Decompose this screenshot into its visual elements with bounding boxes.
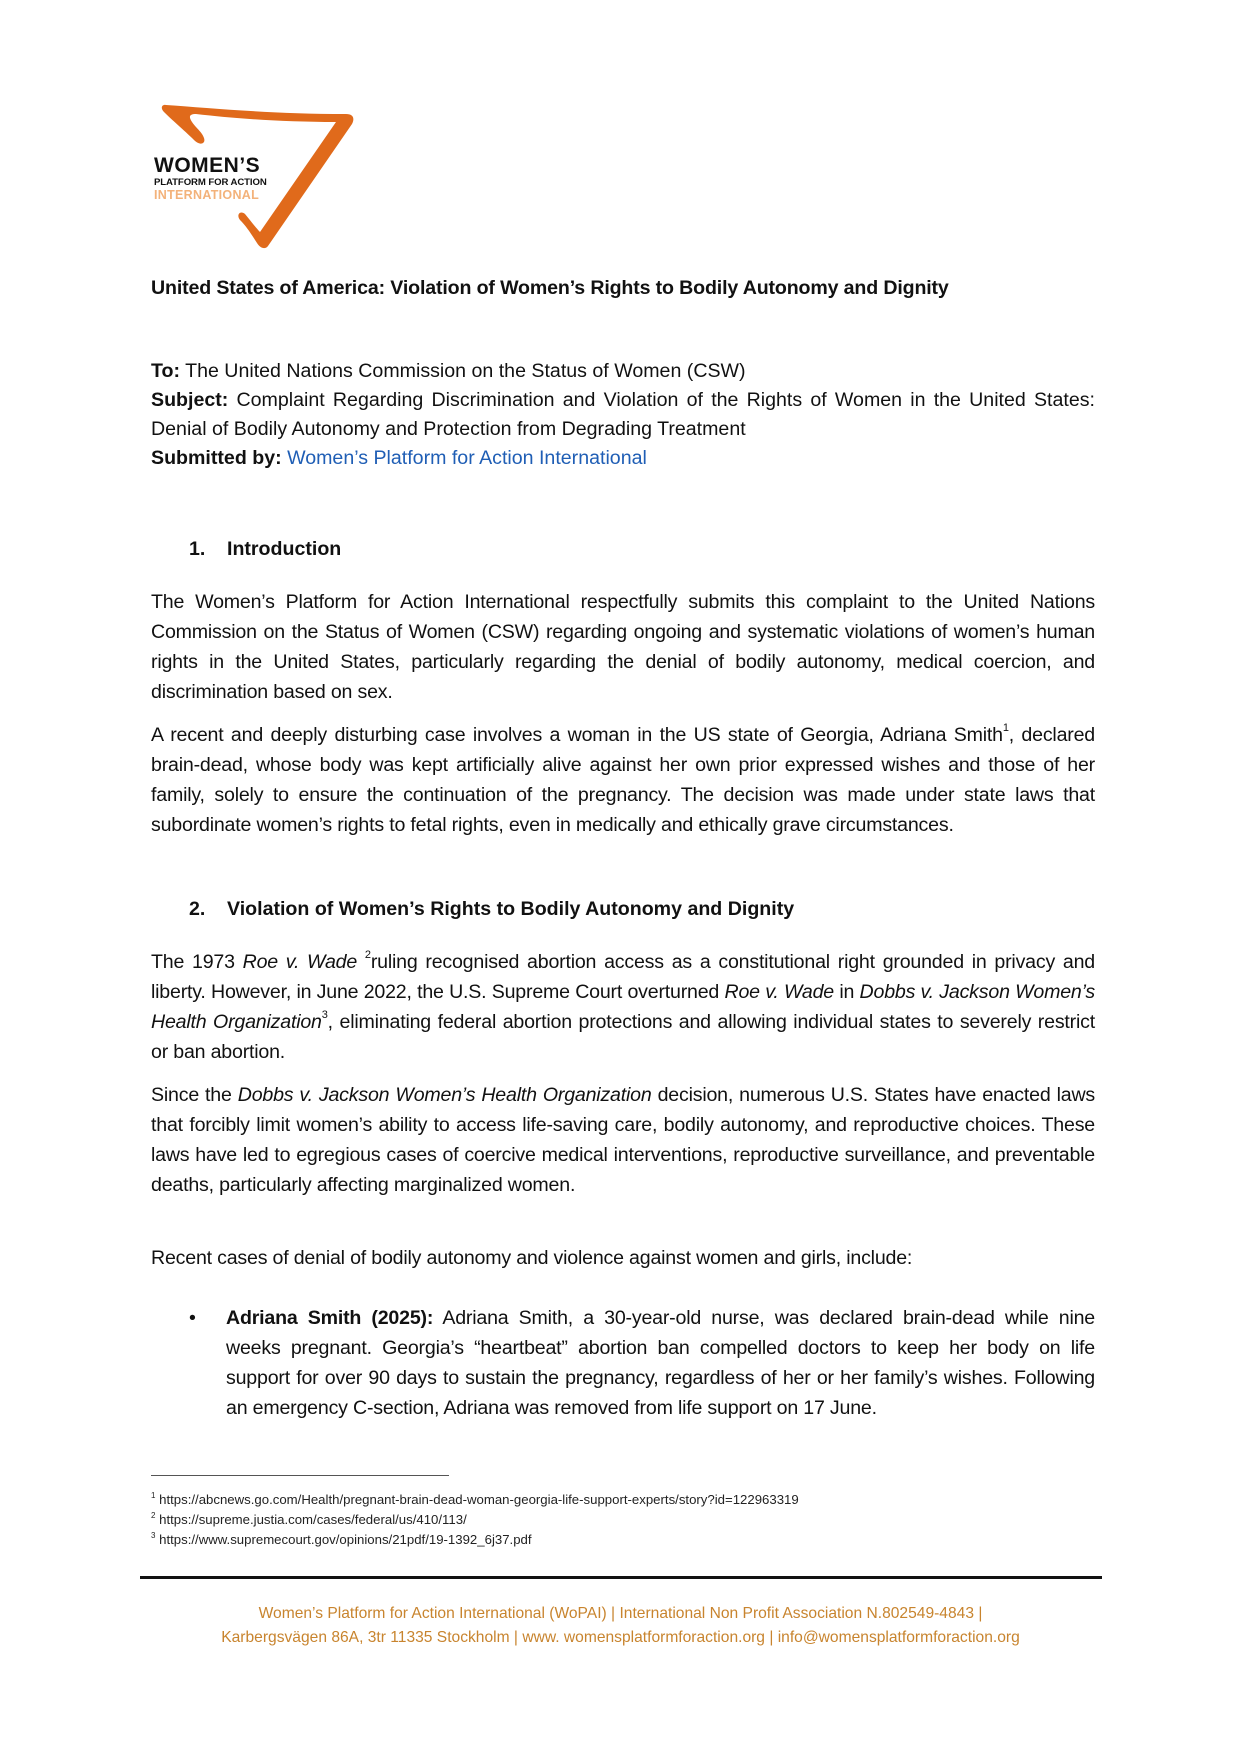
to-line [151,357,1095,386]
case-name-roe: Roe v. Wade [242,951,365,973]
section-title: Introduction [227,538,342,560]
section-number: 2. [189,898,206,920]
submitted-by-link[interactable]: Women’s Platform for Action International [287,447,647,469]
footer-line-2: Karbergsvägen 86A, 3tr 11335 Stockholm | www. womensplatformforaction.org | info@womensplatformforaction.org [221,1629,1020,1646]
case-text-b: , declared brain-dead, whose body was kept artificially alive against her own prior expressed wishes and those of her family, solely to ensure the continuation of the pregnancy. The decision was made under state laws that subordinate women’s rights to fetal rights, even in medically and ethically grave circumstances. [151,724,1095,836]
dobbs-paragraph [151,1080,1095,1200]
subject-value: Complaint Regarding Discrimination and Violation of the Rights of Women in the United States: Denial of Bodily Autonomy and Protection from Degrading Treatment [151,389,1095,440]
footnote-link[interactable]: https://abcnews.go.com/Health/pregnant-brain-dead-woman-georgia-life-support-experts/story?id=122963319 [155,1492,799,1507]
organization-logo [150,100,365,250]
page-footer [130,1602,1111,1650]
footnote-number: 1 [151,1490,156,1500]
document-title: United States of America: Violation of Women’s Rights to Bodily Autonomy and Dignity [151,277,949,299]
roe-text-2: ruling recognised abortion access as a constitutional right grounded in privacy and liberty. However, in June 2022, the U.S. Supreme Court overturned [151,951,1095,1003]
footnote-1 [151,1490,799,1510]
letter-meta [151,357,1095,473]
subject-line [151,386,1095,444]
roe-text-4: , eliminating federal abortion protections and allowing individual states to severely restrict or ban abortion. [151,1011,1095,1063]
case-text-a: A recent and deeply disturbing case involves a woman in the US state of Georgia, Adriana Smith [151,724,1003,746]
roe-text-3: in [833,981,860,1003]
subject-label: Subject: [151,389,229,411]
bullet-icon: • [189,1307,196,1329]
bullet-heading: Adriana Smith (2025): [226,1307,434,1329]
submitted-by-line [151,444,1095,473]
footer-divider [140,1576,1102,1579]
logo-line-international: INTERNATIONAL [154,187,260,202]
footnote-ref-3[interactable]: 3 [321,1009,328,1022]
roe-paragraph [151,947,1095,1067]
bullet-body: Adriana Smith, a 30-year-old nurse, was declared brain-dead while nine weeks pregnant. Georgia’s “heartbeat” abortion ban compelled doctors to keep her body on life support for over 90 days to sustain the pregnancy, regardless of her or her family’s wishes. Following an emergency C-section, Adriana was removed from life support on 17 June. [226,1307,1095,1419]
dobbs-text-2: decision, numerous U.S. States have enacted laws that forcibly limit women’s ability to access life-saving care, bodily autonomy, and reproductive choices. These laws have led to egregious cases of coercive medical interventions, reproductive surveillance, and preventable deaths, particularly affecting marginalized women. [151,1084,1095,1196]
footnote-number: 2 [151,1510,156,1520]
submitted-label: Submitted by: [151,447,282,469]
footnote-link[interactable]: https://www.supremecourt.gov/opinions/21pdf/19-1392_6j37.pdf [155,1532,532,1547]
roe-text-1: The 1973 [151,951,243,973]
section-heading-introduction [189,538,341,561]
case-name-dobbs-2: Dobbs v. Jackson Women’s Health Organization [237,1084,652,1106]
footnote-ref-2[interactable]: 2 [364,949,371,962]
footnote-link[interactable]: https://supreme.justia.com/cases/federal/us/410/113/ [155,1512,467,1527]
case-paragraph [151,720,1095,840]
logo-line-platform: PLATFORM FOR ACTION [154,177,267,188]
footnote-number: 3 [151,1530,156,1540]
footer-line-1: Women’s Platform for Action International (WoPAI) | International Non Profit Association N.802549-4843 | [258,1605,983,1622]
recent-cases-intro: Recent cases of denial of bodily autonomy and violence against women and girls, include: [151,1247,913,1269]
case-name-dobbs: Dobbs v. Jackson Women’s Health Organization [151,981,1096,1033]
footnote-2 [151,1510,799,1530]
section-heading-violation [189,898,794,921]
intro-paragraph: The Women’s Platform for Action International respectfully submits this complaint to the United Nations Commission on the Status of Women (CSW) regarding ongoing and systematic violations of women’s human rights in the United States, particularly regarding the denial of bodily autonomy, medical coercion, and discrimination based on sex. [151,591,1095,703]
footnote-ref-1[interactable]: 1 [1002,722,1009,735]
footnote-3 [151,1530,799,1550]
footnote-separator [151,1475,449,1476]
logo-line-womens: WOMEN’S [154,154,261,177]
to-label: To: [151,360,181,382]
section-title: Violation of Women’s Rights to Bodily Autonomy and Dignity [227,898,795,920]
bullet-text [226,1303,1095,1423]
to-value: The United Nations Commission on the Status of Women (CSW) [180,360,746,382]
section-number: 1. [189,538,206,560]
dobbs-text-1: Since the [151,1084,238,1106]
footnotes [151,1490,799,1550]
logo-wordmark [154,155,267,201]
case-name-roe-2: Roe v. Wade [724,981,834,1003]
